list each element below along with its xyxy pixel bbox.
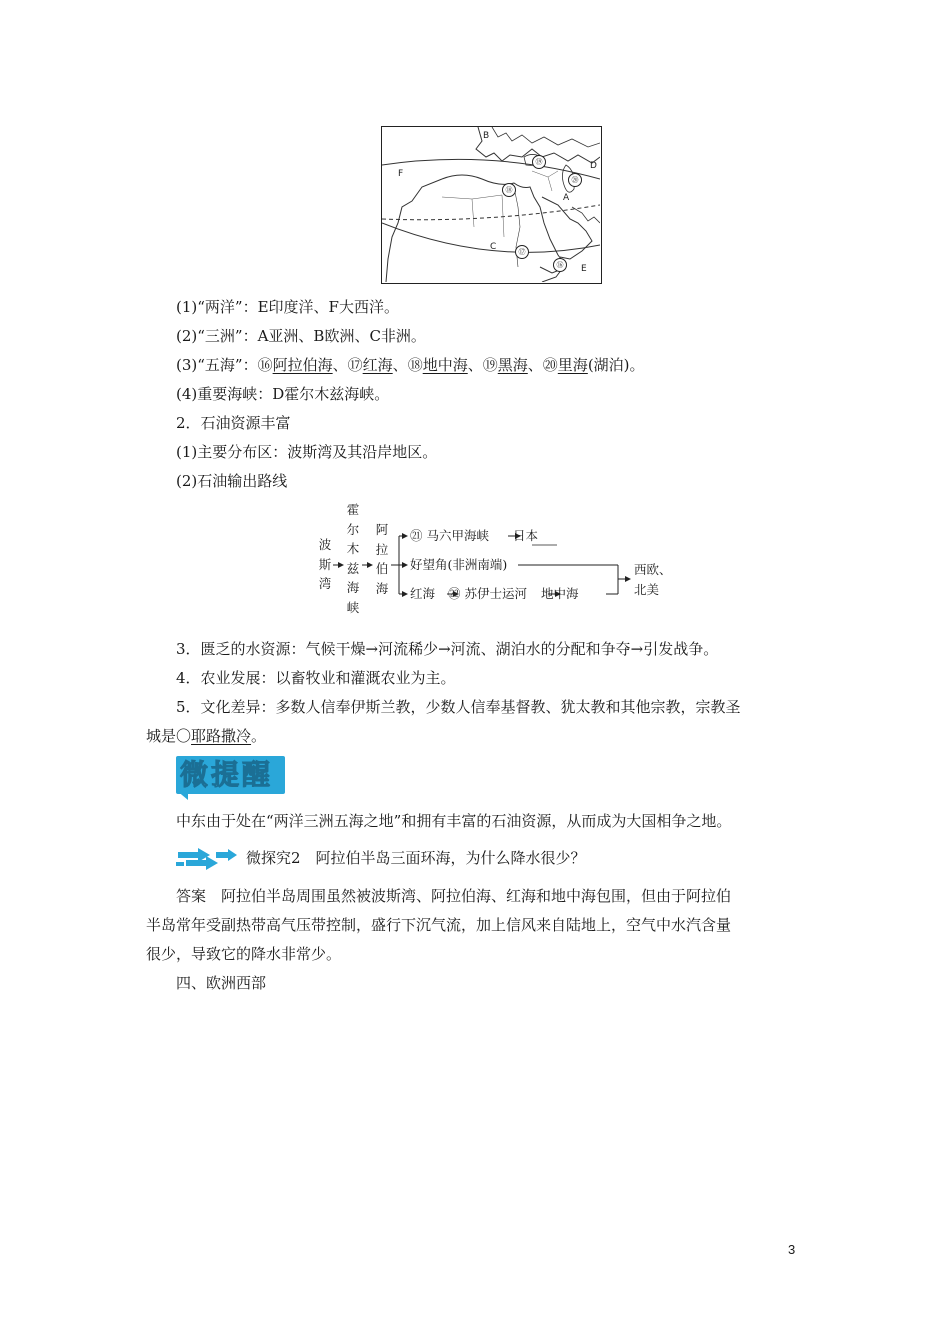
map-marker-18: ⑱ [502, 183, 516, 197]
diagram-char: 峡 [346, 599, 360, 615]
tip-banner [176, 756, 285, 794]
diagram-char: 湾 [318, 576, 332, 591]
seas-prefix: (3)“五海”： [176, 356, 258, 374]
tip-text: 中东由于处在“两洋三洲五海之地”和拥有丰富的石油资源，从而成为大国相争之地。 [176, 812, 732, 830]
diagram-char: 波 [318, 537, 332, 552]
item-strait: (4)重要海峡：D霍尔木兹海峡。 [176, 385, 390, 403]
sea-separator: 、 [527, 356, 543, 374]
sea-separator: 、 [392, 356, 408, 374]
diagram-char: 阿 [375, 522, 389, 537]
col-hormuz-strait [346, 500, 360, 617]
route-mediterranean-label: 地中海 [541, 586, 579, 601]
item-oceans: (1)“两洋”：E印度洋、F大西洋。 [176, 298, 399, 316]
route-dest-america: 北美 [634, 582, 660, 597]
route-malacca-label: 马六甲海峡 [426, 528, 490, 543]
diagram-char: 尔 [346, 521, 360, 537]
map-marker-20: ⑳ [568, 173, 582, 187]
route-dest-europe: 西欧、 [634, 562, 672, 577]
map-label-b: B [483, 131, 490, 141]
route-cape: 好望角(非洲南端) [410, 557, 508, 572]
sea-name-arabian: 阿拉伯海 [272, 356, 333, 374]
sea-num-19: ⑲ [482, 356, 498, 374]
para-culture-line2 [146, 726, 266, 746]
item-continents: (2)“三洲”：A亚洲、B欧洲、C非洲。 [176, 327, 426, 345]
col-arabian-sea [375, 520, 389, 598]
explore-arrows-icon [176, 848, 238, 870]
route-num-21: ㉑ [410, 528, 423, 543]
sea-name-red: 红海 [362, 356, 393, 374]
culture-city: 耶路撒冷 [191, 727, 252, 745]
sea-num-16: ⑯ [257, 356, 273, 374]
map-label-f: F [398, 169, 404, 179]
explore-answer-line1: 答案 阿拉伯半岛周围虽然被波斯湾、阿拉伯海、红海和地中海包围，但由于阿拉伯 [176, 887, 732, 905]
diagram-char: 海 [375, 580, 389, 596]
sea-name-mediterranean: 地中海 [422, 356, 468, 374]
sea-name-caspian: 里海 [557, 356, 588, 374]
sea-num-18: ⑱ [407, 356, 423, 374]
explore-question: 微探究2 阿拉伯半岛三面环海，为什么降水很少？ [246, 849, 586, 867]
route-japan-label: 日本 [512, 528, 538, 543]
diagram-char: 海 [346, 580, 360, 595]
map-marker-19: ⑲ [532, 155, 546, 169]
para-water: 3．匮乏的水资源：气候干燥→河流稀少→河流、湖泊水的分配和争夺→引发战争。 [176, 640, 719, 658]
page-number: 3 [788, 1242, 796, 1257]
map-label-a: A [563, 193, 570, 203]
sea-separator: 、 [332, 356, 348, 374]
explore-answer-line3: 很少，导致它的降水非常少。 [146, 945, 342, 963]
map-marker-16: ⑯ [553, 258, 567, 272]
map-label-e: E [581, 264, 587, 274]
section-heading: 四、欧洲西部 [176, 974, 267, 992]
map-marker-17: ⑰ [515, 245, 529, 259]
diagram-char: 斯 [318, 556, 332, 572]
route-suez-label: 苏伊士运河 [464, 586, 528, 601]
diagram-char: 霍 [346, 502, 360, 517]
oil-route-title: (2)石油输出路线 [176, 472, 288, 490]
culture-prefix: 城是 [146, 727, 177, 745]
tip-banner-tail [176, 790, 188, 800]
explore-answer-line2: 半岛常年受副热带高气压带控制，盛行下沉气流，加上信风来自陆地上，空气中水汽含量 [146, 916, 732, 934]
map-label-c: C [490, 242, 497, 252]
diagram-char: 拉 [375, 541, 389, 557]
map-label-d: D [590, 161, 597, 171]
diagram-char: 兹 [346, 560, 360, 576]
diagram-char: 木 [346, 541, 360, 556]
sea-num-17: ⑰ [347, 356, 363, 374]
diagram-char: 伯 [375, 561, 389, 576]
para-culture-line1: 5．文化差异：多数人信奉伊斯兰教，少数人信奉基督教、犹太教和其他宗教，宗教圣 [176, 698, 741, 716]
route-red-sea-label: 红海 [410, 586, 436, 601]
tip-banner-text: 微提醒 [180, 758, 274, 791]
sea-separator: 、 [467, 356, 483, 374]
para-agriculture: 4．农业发展：以畜牧业和灌溉农业为主。 [176, 669, 456, 687]
oil-area: (1)主要分布区：波斯湾及其沿岸地区。 [176, 443, 438, 461]
route-num-22: ㉒ [448, 586, 461, 601]
sea-name-black: 黑海 [497, 356, 528, 374]
oil-title: 2．石油资源丰富 [176, 414, 291, 432]
col-persian-gulf [318, 535, 332, 594]
sea-suffix: (湖泊)。 [587, 356, 645, 374]
sea-num-20: ⑳ [542, 356, 558, 374]
route-malacca [410, 528, 538, 544]
culture-end: 。 [251, 727, 267, 745]
culture-num: 〇 [176, 727, 192, 745]
route-suez [410, 586, 579, 602]
